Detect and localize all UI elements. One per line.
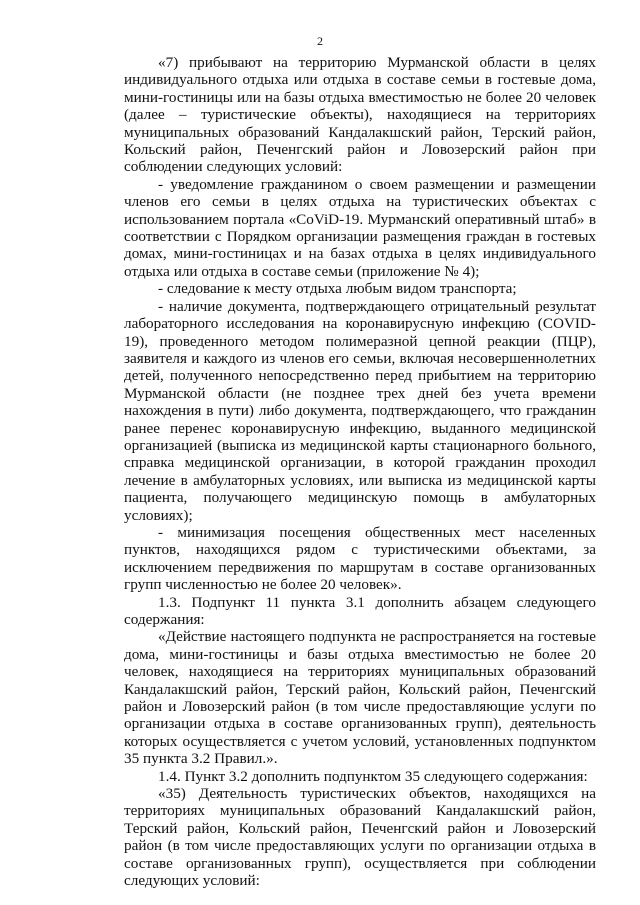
document-body [124,54,596,890]
paragraph-pcr-condition: - наличие документа, подтверждающего отрицательный результат лабораторного исследования на коронавирусную инфекцию (COVID-19), проведенного методом полимеразной цепной реакции (ПЦР), заявителя и каждого из членов его семьи, включая несовершеннолетних детей, полученного непосредственно перед прибытием на территорию Мурманской области (не позднее трех дней без учета времени нахождения в пути) либо документа, подтверждающего, что гражданин ранее перенес коронавирусную инфекцию, выданного медицинской организацией (выписка из медицинской карты стационарного больного, справка медицинской организации, в которой гражданин проходил лечение в амбулаторных условиях, или выписка из медицинской карты пациента, получающего медицинскую помощь в амбулаторных условиях); [124,297,596,524]
page-number: 2 [317,34,323,48]
paragraph-quoted-exception: «Действие настоящего подпункта не распространяется на гостевые дома, мини-гостиницы и базы отдыха вместимостью не более 20 человек, находящиеся на территориях муниципальных образований Кандалакшский район, Терский район, Кольский район, Печенгский район и Ловозерский район (в том числе предоставляющие услуги по организации отдыха в составе организованных групп), деятельность которых осуществляется с учетом условий, установленных подпунктом 35 пункта 3.2 Правил.». [124,628,596,768]
paragraph-subpoint-7: «7) прибывают на территорию Мурманской области в целях индивидуального отдыха или отдыха в составе семьи в гостевые дома, мини-гостиницы или на базы отдыха вместимостью не более 20 человек (далее – туристические объекты), находящиеся на территориях муниципальных образований Кандалакшский район, Терский район, Кольский район, Печенгский район и Ловозерский район при соблюдении следующих условий: [124,54,596,176]
paragraph-item-1-4: 1.4. Пункт 3.2 дополнить подпунктом 35 следующего содержания: [158,767,588,785]
paragraph-item-1-3: 1.3. Подпункт 11 пункта 3.1 дополнить абзацем следующего содержания: [124,593,596,628]
paragraph-transport-condition: - следование к месту отдыха любым видом транспорта; [158,280,517,298]
paragraph-subpoint-35: «35) Деятельность туристических объектов, находящихся на территориях муниципальных образований Кандалакшский район, Терский район, Кольский район, Печенгский район и Ловозерский район (в том числе предоставляющих услуги по организации отдыха в составе организованных групп), осуществляется при соблюдении следующих условий: [124,785,596,890]
paragraph-notification-condition: - уведомление гражданином о своем размещении и размещении членов его семьи в целях отдыха на туристических объектах с использованием портала «CoViD-19. Мурманский оперативный штаб» в соответствии с Порядком организации размещения граждан в гостевых домах, мини-гостиницах и на базах отдыха в целях индивидуального отдыха или отдыха в составе семьи (приложение № 4); [124,175,596,280]
paragraph-minimization-condition: - минимизация посещения общественных мест населенных пунктов, находящихся рядом с туристическими объектами, за исключением передвижения по маршрутам в составе организованных групп численностью не более 20 человек». [124,523,596,594]
